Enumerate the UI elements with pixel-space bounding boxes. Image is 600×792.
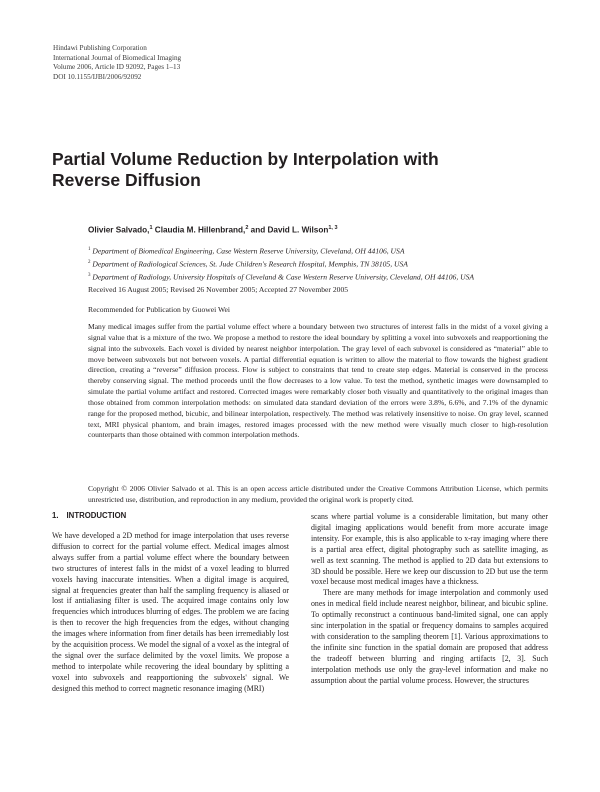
affiliation-2-marker: 2 xyxy=(88,259,91,265)
title-line-2: Reverse Diffusion xyxy=(52,169,201,190)
doi-line: DOI 10.1155/IJBI/2006/92092 xyxy=(53,72,142,81)
author-2: Claudia M. Hillenbrand, xyxy=(152,225,246,235)
affiliation-3 xyxy=(88,270,474,283)
left-paragraph-1: We have developed a 2D method for image interpolation that uses reverse diffusion to correct for the partial volume effect. Medical images almost always suffer from a partial volume effect where the boundary between two structures of interest falls in the midst of a voxel leading to blurred voxels having inaccurate intensities. When a digital image is acquired, signal at frequencies greater than half the sampling frequency is aliased or lost if antialiasing filter is used. The acquired image contains only low frequencies which introduces blurring of edges. The problem we are facing is then to recover the high frequencies from the edges, without changing the images where information from finer details has been irremediably lost by the acquisition process. We model the signal of a voxel as the integral of the signal over the surface delimited by the voxel limits. We propose a method to interpolate while recovering the ideal boundary by splitting a voxel into subvoxels and reapportioning the subvoxels' signal. We designed this method to correct magnetic resonance imaging (MRI) xyxy=(52,531,289,693)
publisher-line: Hindawi Publishing Corporation xyxy=(53,44,147,52)
recommended-by: Recommended for Publication by Guowei Wei xyxy=(88,305,231,314)
affiliation-2 xyxy=(88,257,474,270)
affiliation-3-text: Department of Radiology, University Hospitals of Cleveland & Case Western Reserve University, Cleveland, OH 44106, USA xyxy=(92,272,475,282)
affiliation-1-marker: 1 xyxy=(88,247,91,252)
section-heading xyxy=(52,511,126,520)
affiliation-3-marker: 3 xyxy=(88,272,91,278)
section-title: INTRODUCTION xyxy=(66,511,127,520)
affiliation-list xyxy=(88,244,474,283)
affiliation-1-text: Department of Biomedical Engineering, Case Western Reserve University, Cleveland, OH 44106, USA xyxy=(92,246,405,256)
journal-header xyxy=(53,44,181,82)
author-2-affil: 2 xyxy=(245,225,249,231)
article-title xyxy=(52,149,522,190)
author-1-affil: 1 xyxy=(149,225,153,231)
right-column xyxy=(311,512,548,687)
journal-line: International Journal of Biomedical Imaging xyxy=(53,53,182,62)
submission-dates: Received 16 August 2005; Revised 26 November 2005; Accepted 27 November 2005 xyxy=(88,285,349,294)
affiliation-1 xyxy=(88,244,474,257)
volume-line: Volume 2006, Article ID 92092, Pages 1–13 xyxy=(53,63,181,72)
section-number: 1. xyxy=(52,511,59,520)
abstract: Many medical images suffer from the partial volume effect where a boundary between two structures of interest falls in the midst of a voxel giving a signal value that is a mixture of the two. We propose a method to restore the ideal boundary by splitting a voxel into subvoxels and reapportioning the signal into the subvoxels. Each voxel is divided by nearest neighbor interpolation. The gray level of each subvoxel is considered as “material” able to move between subvoxels but not between voxels. A partial differential equation is written to allow the material to flow towards the highest gradient direction, creating a “reverse” diffusion process. Flow is subject to constraints that tend to create step edges. Material is conserved in the process thereby conserving signal. The method proceeds until the flow decreases to a low value. To test the method, synthetic images were downsampled to simulate the partial volume artifact and restored. Corrected images were remarkably closer both visually and quantitatively to the original images than those obtained from common interpolation methods: on simulated data standard deviation of the errors were 3.8%, 6.6%, and 7.1% of the dynamic range for the proposed method, bicubic, and bilinear interpolation, respectively. The method was relatively insensitive to noise. On gray level, scanned text, MRI physical phantom, and brain images, restored images processed with the new method were visually much closer to high-resolution counterparts than those obtained with common interpolation methods. xyxy=(88,322,548,440)
author-3: and David L. Wilson xyxy=(248,225,329,235)
right-paragraph-1: scans where partial volume is a considerable limitation, but many other digital imaging applications would benefit from more accurate image intensity. For example, this is also applicable to x-ray imaging where there is a partial area effect, digital photography such as satellite imaging, as well as text scanning. The method is applied to 2D data but extensions to 3D should be possible. Here we keep our discussion to 2D but use the term voxel because most medical images have a thickness. xyxy=(311,512,548,587)
copyright-notice: Copyright © 2006 Olivier Salvado et al. This is an open access article distributed under the Creative Commons Attribution License, which permits unrestricted use, distribution, and reproduction in any medium, provided the original work is properly cited. xyxy=(88,484,548,504)
author-1: Olivier Salvado, xyxy=(88,225,150,235)
right-paragraph-2: There are many methods for image interpolation and commonly used ones in medical field include nearest neighbor, bilinear, and bicubic spline. To optimally reconstruct a continuous band-limited signal, one can apply sinc interpolation in the spatial or frequency domains to samples acquired with consideration to the sampling theorem [1]. Various approximations to the infinite sinc function in the spatial domain are proposed that address the tradeoff between blurring and ringing artifacts [2, 3]. Such interpolation methods use only the gray-level information and make no assumption about the partial volume process. However, the structures xyxy=(311,588,548,685)
author-list xyxy=(88,225,338,235)
author-3-affil: 1, 3 xyxy=(328,225,338,231)
left-column xyxy=(52,531,289,695)
affiliation-2-text: Department of Radiological Sciences, St. Jude Children's Research Hospital, Memphis, TN 38105, USA xyxy=(92,259,408,269)
title-line-1: Partial Volume Reduction by Interpolation with xyxy=(52,149,439,169)
